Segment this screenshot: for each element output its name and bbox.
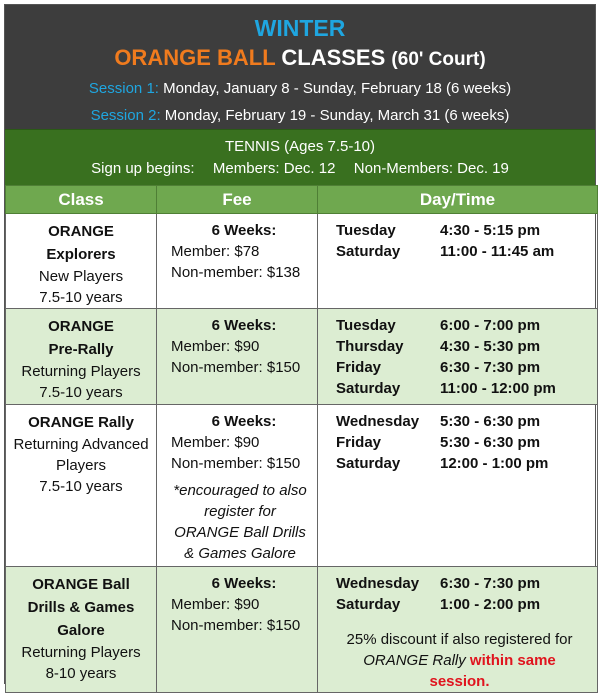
program-name: TENNIS (Ages 7.5-10) <box>224 138 376 155</box>
class-sub-line: New Players <box>38 268 124 285</box>
day-time-entry <box>336 432 597 453</box>
day: Tuesday <box>336 317 396 334</box>
day-time-entry <box>336 453 597 474</box>
fee-note: *encouraged to also register for ORANGE Ball Drills & Games Galore <box>173 482 307 562</box>
day: Saturday <box>336 243 401 260</box>
time: 5:30 - 6:30 pm <box>440 434 541 451</box>
session-1-dates: Monday, January 8 - Sunday, February 18 (6 weeks) <box>163 80 512 97</box>
class-cell <box>6 405 157 567</box>
discount-line: 25% discount if also registered for <box>346 631 573 648</box>
fee-weeks: 6 Weeks: <box>211 222 277 239</box>
day: Friday <box>336 434 382 451</box>
day-time-cell <box>318 405 598 567</box>
fee-nonmember: Non-member: $150 <box>171 617 301 634</box>
class-cell <box>6 214 157 309</box>
time: 11:00 - 11:45 am <box>440 243 555 260</box>
time: 6:00 - 7:00 pm <box>440 317 541 334</box>
day-time-entry <box>336 336 597 357</box>
class-cell <box>6 567 157 693</box>
day-time-entry <box>336 594 597 615</box>
day: Saturday <box>336 596 401 613</box>
title-classes: CLASSES <box>281 45 386 70</box>
day: Thursday <box>336 338 404 355</box>
class-sub-line: Returning Advanced <box>13 436 149 453</box>
discount-class: ORANGE Rally <box>363 652 466 669</box>
day-time-cell <box>318 567 598 693</box>
table-header-row <box>6 186 598 214</box>
fee-cell <box>157 214 318 309</box>
signup-label: Sign up begins: <box>91 160 195 177</box>
day-time-cell <box>318 309 598 405</box>
time: 4:30 - 5:30 pm <box>440 338 541 355</box>
day-time-entry <box>336 315 597 336</box>
time: 6:30 - 7:30 pm <box>440 575 541 592</box>
class-name-line: Drills & Games <box>27 599 135 616</box>
class-name-line: ORANGE Rally <box>28 414 134 431</box>
schedule-sheet <box>4 4 596 690</box>
discount-line-2 <box>336 650 583 692</box>
fee-cell <box>157 309 318 405</box>
day-time-entry <box>336 357 597 378</box>
fee-member: Member: $90 <box>171 596 260 613</box>
time: 6:30 - 7:30 pm <box>440 359 541 376</box>
class-sub-line: Returning Players <box>21 363 141 380</box>
class-name-line: ORANGE <box>48 223 114 240</box>
class-name-line: Pre-Rally <box>48 341 114 358</box>
fee-nonmember: Non-member: $150 <box>171 455 301 472</box>
title-orange: ORANGE BALL <box>114 45 276 70</box>
fee-member: Member: $90 <box>171 338 260 355</box>
table-row <box>6 309 598 405</box>
signup-members: Members: Dec. 12 <box>212 160 336 177</box>
fee-weeks: 6 Weeks: <box>211 575 277 592</box>
session-1 <box>5 75 595 102</box>
session-2-dates: Monday, February 19 - Sunday, March 31 (6 weeks) <box>164 107 510 124</box>
discount-condition: within same session. <box>429 652 556 690</box>
class-table <box>5 185 598 693</box>
fee-member: Member: $78 <box>171 243 260 260</box>
page-title <box>5 43 595 75</box>
table-row <box>6 214 598 309</box>
header-fee: Fee <box>157 186 318 214</box>
class-sub-line: Players <box>55 457 107 474</box>
session-1-label: Session 1: <box>88 80 159 97</box>
time: 5:30 - 6:30 pm <box>440 413 541 430</box>
table-row <box>6 567 598 693</box>
table-row <box>6 405 598 567</box>
fee-nonmember: Non-member: $138 <box>171 264 301 281</box>
day-time-entry <box>336 220 597 241</box>
class-name-line: ORANGE <box>48 318 114 335</box>
time: 4:30 - 5:15 pm <box>440 222 541 239</box>
fee-cell <box>157 567 318 693</box>
session-2 <box>5 102 595 129</box>
class-sub-line: 8-10 years <box>45 665 117 682</box>
day-time-entry <box>336 411 597 432</box>
header-class: Class <box>6 186 157 214</box>
day-time-entry <box>336 241 597 262</box>
header-day-time: Day/Time <box>318 186 598 214</box>
title-court: (60' Court) <box>391 49 486 70</box>
day-time-entry <box>336 378 597 399</box>
day: Wednesday <box>336 575 420 592</box>
day: Wednesday <box>336 413 420 430</box>
program-band <box>5 129 595 185</box>
class-sub-line: 7.5-10 years <box>39 384 123 401</box>
time: 12:00 - 1:00 pm <box>440 455 549 472</box>
signup-non-members: Non-Members: Dec. 19 <box>353 160 509 177</box>
time: 1:00 - 2:00 pm <box>440 596 541 613</box>
day: Friday <box>336 359 382 376</box>
fee-nonmember: Non-member: $150 <box>171 359 301 376</box>
day-time-cell <box>318 214 598 309</box>
fee-weeks: 6 Weeks: <box>211 317 277 334</box>
time: 11:00 - 12:00 pm <box>440 380 556 397</box>
fee-weeks: 6 Weeks: <box>211 413 277 430</box>
signup-line <box>5 158 595 180</box>
fee-member: Member: $90 <box>171 434 260 451</box>
discount-note <box>336 629 597 692</box>
class-sub-line: 7.5-10 years <box>39 478 123 495</box>
day: Saturday <box>336 380 401 397</box>
class-name-line: Galore <box>57 622 105 639</box>
session-2-label: Session 2: <box>90 107 161 124</box>
day-time-entry <box>336 573 597 594</box>
season-title: WINTER <box>254 15 346 41</box>
day: Saturday <box>336 455 401 472</box>
class-cell <box>6 309 157 405</box>
class-name-line: Explorers <box>46 246 116 263</box>
fee-cell <box>157 405 318 567</box>
day: Tuesday <box>336 222 396 239</box>
class-sub-line: Returning Players <box>21 644 141 661</box>
class-name-line: ORANGE Ball <box>32 576 130 593</box>
class-sub-line: 7.5-10 years <box>39 289 123 306</box>
header <box>5 5 595 129</box>
